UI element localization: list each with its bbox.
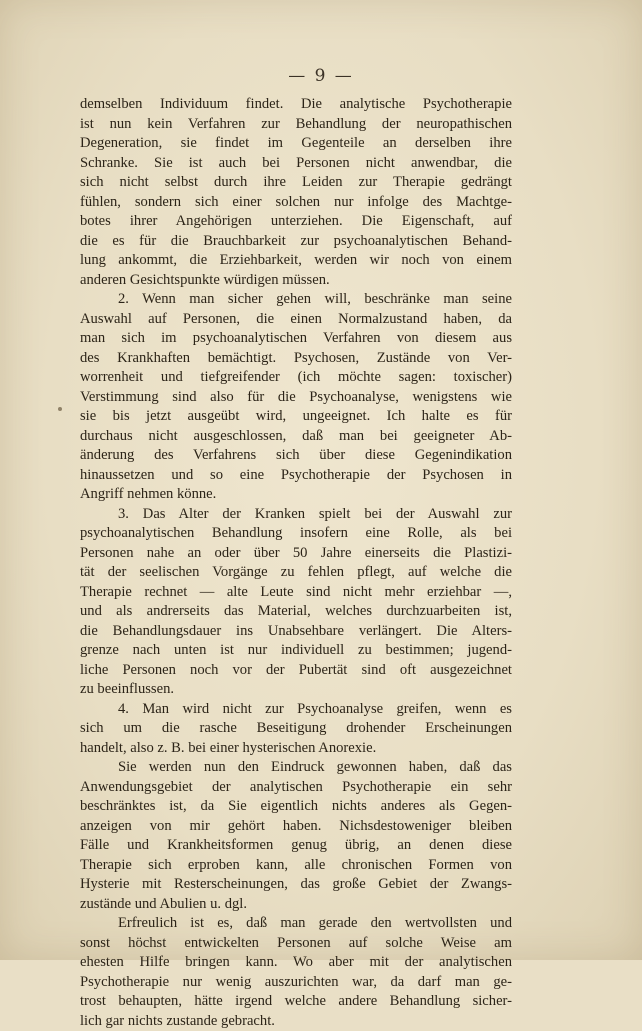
text-line: lich gar nichts zustande gebracht. <box>80 1012 512 1031</box>
text-line: 3. Das Alter der Kranken spielt bei der Auswahl zur <box>80 505 512 525</box>
text-line: hinaussetzen und so eine Psychotherapie der Psychosen in <box>80 466 512 486</box>
text-line: grenze nach unten ist nur individuell zu bestimmen; jugend- <box>80 641 512 661</box>
text-line: ehesten Hilfe bringen kann. Wo aber mit der analytischen <box>80 953 512 973</box>
text-line: Anwendungsgebiet der analytischen Psychotherapie ein sehr <box>80 778 512 798</box>
text-line: durchaus nicht ausgeschlossen, daß man bei geeigneter Ab- <box>80 427 512 447</box>
text-line: Fälle und Krankheitsformen genug übrig, an denen diese <box>80 836 512 856</box>
text-line: zu beeinflussen. <box>80 680 512 700</box>
text-line: 2. Wenn man sicher gehen will, beschränke man seine <box>80 290 512 310</box>
text-line: 4. Man wird nicht zur Psychoanalyse greifen, wenn es <box>80 700 512 720</box>
text-line: beschränktes ist, da Sie eigentlich nichts anderes als Gegen- <box>80 797 512 817</box>
text-line: fühlen, sondern sich einer solchen nur infolge des Machtge- <box>80 193 512 213</box>
text-line: Auswahl auf Personen, die einen Normalzustand haben, da <box>80 310 512 330</box>
text-line: trost behaupten, hätte irgend welche andere Behandlung sicher- <box>80 992 512 1012</box>
text-line: Verstimmung sind also für die Psychoanalyse, wenigstens wie <box>80 388 512 408</box>
text-line: die Behandlungsdauer ins Unabsehbare verlängert. Die Alters- <box>80 622 512 642</box>
text-line: anderen Gesichtspunkte würdigen müssen. <box>80 271 512 291</box>
text-line: botes ihrer Angehörigen unterziehen. Die Eigenschaft, auf <box>80 212 512 232</box>
ink-spot <box>58 407 62 411</box>
text-line: Sie werden nun den Eindruck gewonnen haben, daß das <box>80 758 512 778</box>
text-line: Hysterie mit Resterscheinungen, das große Gebiet der Zwangs- <box>80 875 512 895</box>
text-line: Therapie rechnet — alte Leute sind nicht mehr erziehbar —, <box>80 583 512 603</box>
text-line: man sich im psychoanalytischen Verfahren von diesem aus <box>80 329 512 349</box>
text-line: tät der seelischen Vorgänge zu fehlen pflegt, auf welche die <box>80 563 512 583</box>
text-line: und als andrerseits das Material, welches durchzuarbeiten ist, <box>80 602 512 622</box>
text-line: sich um die rasche Beseitigung drohender Erscheinungen <box>80 719 512 739</box>
text-line: Angriff nehmen könne. <box>80 485 512 505</box>
text-line: Schranke. Sie ist auch bei Personen nicht anwendbar, die <box>80 154 512 174</box>
page-number: — 9 — <box>0 66 642 86</box>
text-line: ist nun kein Verfahren zur Behandlung der neuropathischen <box>80 115 512 135</box>
text-line: sie bis jetzt ausgeübt wird, ungeeignet. Ich halte es für <box>80 407 512 427</box>
text-line: Psychotherapie nur wenig auszurichten war, da darf man ge- <box>80 973 512 993</box>
text-line: handelt, also z. B. bei einer hysterischen Anorexie. <box>80 739 512 759</box>
text-line: demselben Individuum findet. Die analytische Psychotherapie <box>80 95 512 115</box>
text-line: anzeigen von mir gehört haben. Nichsdestoweniger bleiben <box>80 817 512 837</box>
text-line: sich nicht selbst durch ihre Leiden zur Therapie gedrängt <box>80 173 512 193</box>
text-line: Therapie sich erproben kann, alle chronischen Formen von <box>80 856 512 876</box>
text-line: worrenheit und tiefgreifender (ich möchte sagen: toxischer) <box>80 368 512 388</box>
text-line: psychoanalytischen Behandlung insofern eine Rolle, als bei <box>80 524 512 544</box>
text-line: zustände und Abulien u. dgl. <box>80 895 512 915</box>
text-line: Degeneration, sie findet im Gegenteile an derselben ihre <box>80 134 512 154</box>
text-line: Erfreulich ist es, daß man gerade den wertvollsten und <box>80 914 512 934</box>
text-line: liche Personen noch vor der Pubertät sind oft ausgezeichnet <box>80 661 512 681</box>
text-line: sonst höchst entwickelten Personen auf solche Weise am <box>80 934 512 954</box>
body-text <box>80 95 512 1031</box>
text-line: die es für die Brauchbarkeit zur psychoanalytischen Behand- <box>80 232 512 252</box>
text-line: des Krankhaften bemächtigt. Psychosen, Zustände von Ver- <box>80 349 512 369</box>
text-line: lung ankommt, die Erziehbarkeit, werden wir noch von einem <box>80 251 512 271</box>
text-line: Personen nahe an oder über 50 Jahre einerseits die Plastizi- <box>80 544 512 564</box>
text-line: änderung des Verfahrens sich über diese Gegenindikation <box>80 446 512 466</box>
